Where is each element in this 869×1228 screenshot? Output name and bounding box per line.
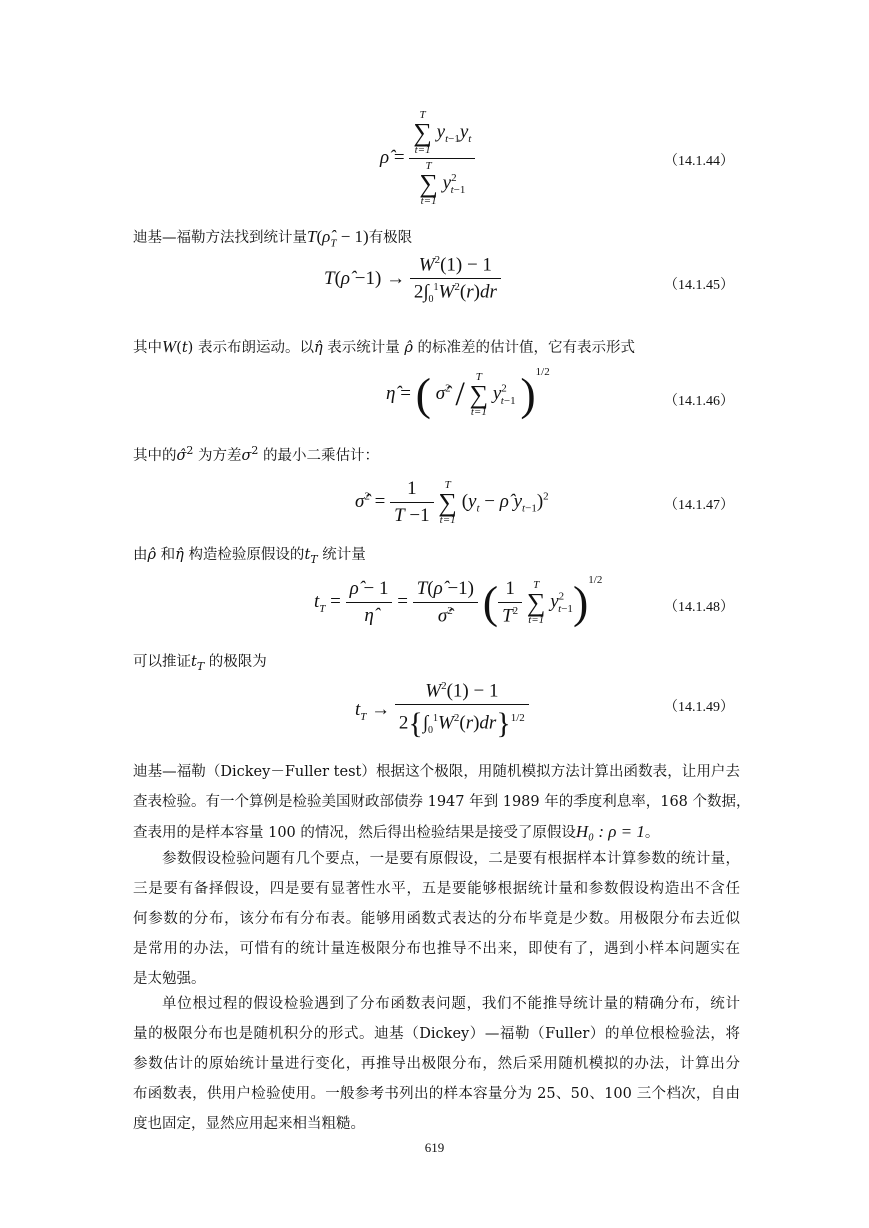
paragraph-line: 是太勉强。 [133, 971, 206, 987]
equation-14-1-45: T(ρ̂ −1) → $\frac{W^2(1) - 1}{2\int_0^1W^2(r)dr}$ [324, 254, 501, 305]
equation-14-1-46: η̂ = ( σ̂$^2$ / T ∑ t=1 $y^2_{t-1}$ )$^{1/2}$ [386, 366, 550, 420]
text-line: 其中W(t) 表示布朗运动。以η̂ 表示统计量 ρ̂ 的标准差的估计值，它有表示形式 [133, 337, 635, 356]
paragraph-line: 查表检验。有一个算例是检验美国财政部债券 1947 年到 1989 年的季度利息率，168 个数据， [133, 794, 751, 810]
text-line: 迪基—福勒方法找到统计量$T(\rhô_T - 1)$有极限 [133, 227, 413, 250]
text-line: 由ρ̂ 和η̂ 构造检验原假设的$t_T$ 统计量 [133, 547, 366, 566]
equation-14-1-48: $t_T$ = $\frac{\rhô - 1}{\etâ}$ = $\frac{T(\rhô -1)}{\sigmâ^2}$ ( $\frac{1}{T^2}$ T ∑ t=1 $y^2_{t-1})^{1/2}$ [314, 574, 603, 628]
paragraph-line: 三是要有备择假设，四是要有显著性水平，五是要能够根据统计量和参数假设构造出不含任 [133, 881, 740, 897]
paragraph-line: 参数假设检验问题有几个要点，一是要有原假设，二是要有根据样本计算参数的统计量， [162, 851, 740, 867]
paragraph-line: 度也固定，显然应用起来相当粗糙。 [133, 1116, 365, 1132]
paragraph-line: 查表用的是样本容量 100 的情况，然后得出检验结果是接受了原假设H₀ : ρ = 1。 [133, 822, 660, 841]
page-number: 619 [424, 1140, 445, 1155]
paragraph-line: 何参数的分布，该分布有分布表。能够用函数式表达的分布毕竟是少数。用极限分布去近似 [133, 911, 740, 927]
paragraph-line: 迪基—福勒（Dickey－Fuller test）根据这个极限，用随机模拟方法计算出函数表，让用户去 [133, 764, 740, 780]
paragraph-line: 是常用的办法，可惜有的统计量连极限分布也推导不出来，即使有了，遇到小样本问题实在 [133, 941, 740, 957]
paragraph [133, 989, 740, 1139]
paragraph [133, 757, 751, 847]
text-line: 可以推证$t_T$ 的极限为 [133, 654, 267, 673]
equation-number: （14.1.48） [664, 600, 734, 615]
hypothesis-expression: H₀ : ρ = 1 [575, 822, 645, 841]
paragraph-line: 布函数表，供用户检验使用。一般参考书列出的样本容量分为 25、50、100 三个档次，自由 [133, 1086, 740, 1102]
equation-14-1-44: ρ̂ = T ∑ t=1 $y_{t-1}y_t$ T ∑ t=1 $y^2_{t-1}$ [380, 110, 475, 207]
equation-number: （14.1.47） [664, 498, 734, 513]
paragraph-line: 参数估计的原始统计量进行变化，再推导出极限分布，然后采用随机模拟的办法，计算出分 [133, 1056, 740, 1072]
equation-number: （14.1.45） [664, 278, 734, 293]
paragraph-line: 单位根过程的假设检验遇到了分布函数表问题，我们不能推导统计量的精确分布，统计 [162, 996, 740, 1012]
equation-number: （14.1.49） [664, 700, 734, 715]
equation-number: （14.1.46） [664, 394, 734, 409]
paragraph-line: 量的极限分布也是随机积分的形式。迪基（Dickey）—福勒（Fuller）的单位根检验法，将 [133, 1026, 740, 1042]
text-line: 其中的σ̂$^2$ 为方差$\sigma^2$ 的最小二乘估计： [133, 444, 380, 464]
equation-number: （14.1.44） [664, 154, 734, 169]
paragraph [133, 844, 740, 994]
equation-14-1-47: σ̂$^2$ = $\frac{1}{T -1}$ T ∑ t=1 ($y_t$ − ρ̂ $y_{t-1})^2$ [355, 478, 549, 526]
equation-14-1-49: $t_T$ → $\frac{W^2(1) - 1}{2\{\int_0^1W^2(r)dr\}^{1/2}}$ [355, 680, 529, 741]
